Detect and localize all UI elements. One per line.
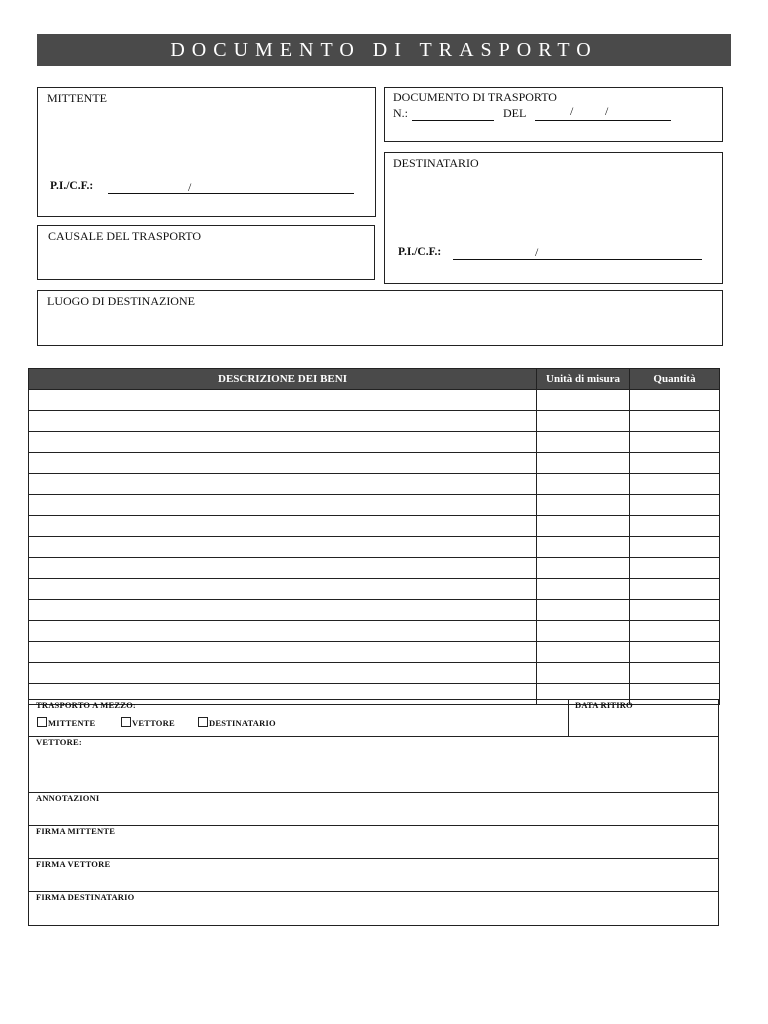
item-description-cell[interactable] <box>29 600 537 621</box>
option-mittente-label: MITTENTE <box>48 718 96 728</box>
option-vettore-label: VETTORE <box>132 718 175 728</box>
mittente-picf-field[interactable] <box>108 193 354 194</box>
data-ritiro-label: DATA RITIRO <box>575 700 633 710</box>
item-unit-cell[interactable] <box>537 642 630 663</box>
item-description-cell[interactable] <box>29 663 537 684</box>
table-row <box>29 621 720 642</box>
trasporto-label: TRASPORTO A MEZZO: <box>36 700 136 710</box>
mittente-box <box>37 87 376 217</box>
item-unit-cell[interactable] <box>537 600 630 621</box>
mittente-picf-slash: / <box>188 180 192 194</box>
item-quantity-cell[interactable] <box>630 453 720 474</box>
item-quantity-cell[interactable] <box>630 621 720 642</box>
table-row <box>29 474 720 495</box>
item-description-cell[interactable] <box>29 537 537 558</box>
mittente-picf-label: P.I./C.F.: <box>50 180 94 192</box>
table-row <box>29 516 720 537</box>
table-row <box>29 432 720 453</box>
documento-del-label: DEL <box>503 106 527 120</box>
firma-mittente-label: FIRMA MITTENTE <box>36 826 116 836</box>
firma-vettore-box[interactable] <box>28 858 719 892</box>
firma-destinatario-label: FIRMA DESTINATARIO <box>36 892 135 902</box>
option-destinatario[interactable] <box>198 717 276 728</box>
table-row <box>29 537 720 558</box>
vettore-label: VETTORE: <box>36 737 82 747</box>
item-description-cell[interactable] <box>29 411 537 432</box>
item-description-cell[interactable] <box>29 579 537 600</box>
table-row <box>29 579 720 600</box>
item-unit-cell[interactable] <box>537 495 630 516</box>
item-unit-cell[interactable] <box>537 558 630 579</box>
item-quantity-cell[interactable] <box>630 474 720 495</box>
table-row <box>29 600 720 621</box>
firma-destinatario-box[interactable] <box>28 891 719 926</box>
table-row <box>29 642 720 663</box>
destinatario-picf-slash: / <box>535 245 539 259</box>
items-table-header <box>29 369 720 390</box>
item-quantity-cell[interactable] <box>630 642 720 663</box>
table-row <box>29 495 720 516</box>
option-vettore[interactable] <box>121 717 175 728</box>
header-descrizione: DESCRIZIONE DEI BENI <box>29 369 537 390</box>
destinatario-picf-label: P.I./C.F.: <box>398 246 442 258</box>
item-description-cell[interactable] <box>29 558 537 579</box>
luogo-box[interactable] <box>37 290 723 346</box>
luogo-label: LUOGO DI DESTINAZIONE <box>47 294 195 308</box>
firma-vettore-label: FIRMA VETTORE <box>36 859 111 869</box>
item-description-cell[interactable] <box>29 453 537 474</box>
item-unit-cell[interactable] <box>537 537 630 558</box>
trasporto-box <box>28 699 569 737</box>
table-row <box>29 390 720 411</box>
item-unit-cell[interactable] <box>537 516 630 537</box>
item-description-cell[interactable] <box>29 621 537 642</box>
item-unit-cell[interactable] <box>537 453 630 474</box>
annotazioni-label: ANNOTAZIONI <box>36 793 100 803</box>
page-title: DOCUMENTO DI TRASPORTO <box>37 34 731 66</box>
item-quantity-cell[interactable] <box>630 558 720 579</box>
item-quantity-cell[interactable] <box>630 579 720 600</box>
table-row <box>29 453 720 474</box>
item-unit-cell[interactable] <box>537 432 630 453</box>
documento-box <box>384 87 723 142</box>
item-quantity-cell[interactable] <box>630 411 720 432</box>
annotazioni-box[interactable] <box>28 792 719 826</box>
table-row <box>29 663 720 684</box>
mittente-label: MITTENTE <box>47 91 107 105</box>
item-quantity-cell[interactable] <box>630 537 720 558</box>
firma-mittente-box[interactable] <box>28 825 719 859</box>
documento-date-slash-2: / <box>605 104 609 118</box>
item-unit-cell[interactable] <box>537 621 630 642</box>
item-unit-cell[interactable] <box>537 474 630 495</box>
destinatario-picf-field[interactable] <box>453 259 702 260</box>
item-description-cell[interactable] <box>29 474 537 495</box>
items-table <box>28 368 720 705</box>
item-unit-cell[interactable] <box>537 390 630 411</box>
table-row <box>29 558 720 579</box>
data-ritiro-box[interactable] <box>568 699 719 737</box>
item-description-cell[interactable] <box>29 495 537 516</box>
option-mittente[interactable] <box>37 717 95 728</box>
item-unit-cell[interactable] <box>537 579 630 600</box>
item-quantity-cell[interactable] <box>630 432 720 453</box>
item-quantity-cell[interactable] <box>630 495 720 516</box>
destinatario-label: DESTINATARIO <box>393 156 479 170</box>
causale-box[interactable] <box>37 225 375 280</box>
documento-number-field[interactable] <box>412 120 494 121</box>
option-destinatario-label: DESTINATARIO <box>209 718 276 728</box>
item-quantity-cell[interactable] <box>630 390 720 411</box>
documento-date-field[interactable] <box>535 120 671 121</box>
item-description-cell[interactable] <box>29 642 537 663</box>
item-unit-cell[interactable] <box>537 411 630 432</box>
item-quantity-cell[interactable] <box>630 663 720 684</box>
destinatario-box <box>384 152 723 284</box>
table-row <box>29 411 720 432</box>
header-unita: Unità di misura <box>537 369 630 390</box>
checkbox-vettore[interactable] <box>121 717 131 727</box>
checkbox-destinatario[interactable] <box>198 717 208 727</box>
item-description-cell[interactable] <box>29 432 537 453</box>
documento-n-label: N.: <box>393 106 408 120</box>
item-description-cell[interactable] <box>29 516 537 537</box>
item-unit-cell[interactable] <box>537 663 630 684</box>
causale-label: CAUSALE DEL TRASPORTO <box>48 229 202 243</box>
checkbox-mittente[interactable] <box>37 717 47 727</box>
item-quantity-cell[interactable] <box>630 600 720 621</box>
item-description-cell[interactable] <box>29 390 537 411</box>
header-quantita: Quantità <box>630 369 720 390</box>
item-quantity-cell[interactable] <box>630 516 720 537</box>
documento-date-slash-1: / <box>570 104 574 118</box>
documento-label: DOCUMENTO DI TRASPORTO <box>393 90 557 104</box>
vettore-box[interactable] <box>28 736 719 793</box>
